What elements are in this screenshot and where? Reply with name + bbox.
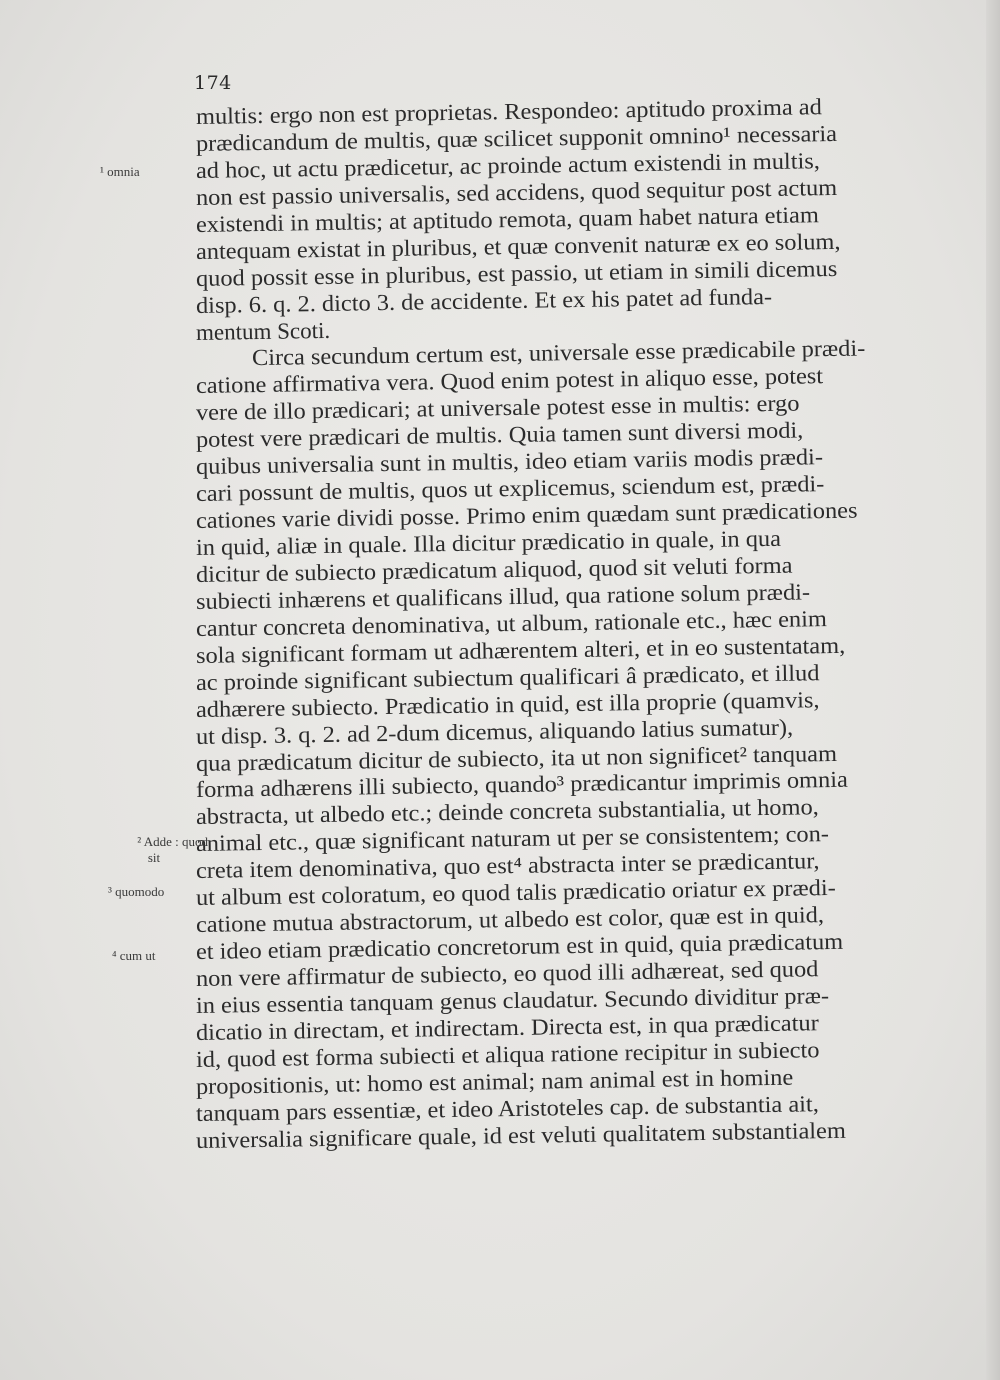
text-line: mentum Scoti. (195, 317, 331, 345)
text-line: ut disp. 3. q. 2. ad 2-dum dicemus, aliquando latius sumatur), (195, 714, 794, 749)
text-line: multis: ergo non est proprietas. Respondeo: aptitudo proxima ad (195, 94, 822, 129)
text-line: creta item denominativa, quo est⁴ abstracta inter se prædicantur, (195, 848, 820, 884)
text-line: cantur concreta denominativa, ut album, rationale etc., hæc enim (195, 605, 828, 641)
text-line: ac proinde significant subiectum qualificari â prædicato, et illud (195, 659, 820, 695)
text-line: sola significant formam ut adhærentem alteri, et in eo sustentatam, (195, 632, 846, 668)
text-line: dicatio in directam, et indirectam. Directa est, in qua prædicatur (195, 1010, 819, 1045)
margin-note-2-line-1: ² Adde : quod (137, 834, 208, 849)
page-edge-shadow (986, 0, 1000, 1380)
text-line: qua prædicatum dicitur de subiecto, ita ut non significet² tanquam (195, 740, 838, 776)
text-line: vere de illo prædicari; at universale potest esse in multis: ergo (195, 390, 800, 426)
text-line: catione affirmativa vera. Quod enim potest in aliquo esse, potest (195, 363, 824, 399)
text-line: Circa secundum certum est, universale esse prædicabile prædi- (251, 335, 866, 371)
text-line: subiecti inhærens et qualificans illud, qua ratione solum prædi- (195, 579, 811, 614)
text-line: antequam existat in pluribus, et quæ convenit naturæ ex eo solum, (195, 228, 841, 264)
text-line: catione mutua abstractorum, ut albedo est color, quæ est in quid, (195, 902, 825, 938)
text-line: animal etc., quæ significant naturam ut per se consistentem; con- (195, 821, 830, 857)
text-line: adhærere subiecto. Prædicatio in quid, est illa proprie (quamvis, (195, 686, 820, 722)
margin-note-3: ³ quomodo (108, 884, 165, 899)
text-line: ut album est coloratum, eo quod talis prædicatio oriatur ex prædi- (195, 875, 836, 911)
margin-note-1: ¹ omnia (100, 164, 140, 179)
text-line: prædicandum de multis, quæ scilicet supponit omnino¹ necessaria (195, 120, 838, 156)
text-line: tanquam pars essentiæ, et ideo Aristoteles cap. de substantia ait, (195, 1090, 820, 1126)
text-line: disp. 6. q. 2. dicto 3. de accidente. Et ex his patet ad funda- (195, 283, 773, 318)
text-line: forma adhærens illi subiecto, quando³ prædicantur imprimis omnia (195, 767, 849, 803)
text-line: propositionis, ut: homo est animal; nam animal est in homine (195, 1064, 794, 1099)
margin-note-2 (100, 834, 208, 866)
text-line: in eius essentia tanquam genus claudatur. Secundo dividitur præ- (195, 982, 830, 1018)
text-line: universalia significare quale, id est veluti qualitatem substantialem (195, 1117, 847, 1153)
text-line: non vere affirmatur de subiecto, eo quod illi adhæreat, sed quod (195, 956, 819, 991)
text-line: non est passio universalis, sed accidens, quod sequitur post actum (195, 174, 838, 210)
page-number: 174 (194, 72, 232, 94)
margin-note-2-line-2: sit (147, 850, 161, 865)
text-line: id, quod est forma subiecti et aliqua ratione recipitur in subiecto (195, 1037, 820, 1072)
text-line: quibus universalia sunt in multis, ideo etiam variis modis prædi- (195, 444, 824, 480)
text-line: in quid, aliæ in quale. Illa dicitur prædicatio in quale, in qua (195, 525, 782, 560)
text-line: potest vere prædicari de multis. Quia tamen sunt diversi modi, (195, 417, 804, 453)
margin-note-4: ⁴ cum ut (112, 948, 156, 963)
text-line: existendi in multis; at aptitudo remota, quam habet natura etiam (195, 201, 819, 237)
text-line: et ideo etiam prædicatio concretorum est in quid, quia prædicatum (195, 928, 844, 965)
text-line: cationes varie dividi posse. Primo enim quædam sunt prædicationes (195, 497, 858, 534)
text-line: dicitur de subiecto prædicatum aliquod, quod sit veluti forma (195, 552, 793, 587)
text-line: ad hoc, ut actu prædicetur, ac proinde actum existendi in multis, (195, 148, 821, 183)
text-line: cari possunt de multis, quos ut explicemus, sciendum est, prædi- (195, 471, 825, 507)
body-text (195, 94, 966, 1155)
text-line: abstracta, ut albedo etc.; deinde concreta substantialia, ut homo, (195, 794, 819, 830)
text-line: quod possit esse in pluribus, est passio, ut etiam in simili dicemus (195, 255, 838, 291)
